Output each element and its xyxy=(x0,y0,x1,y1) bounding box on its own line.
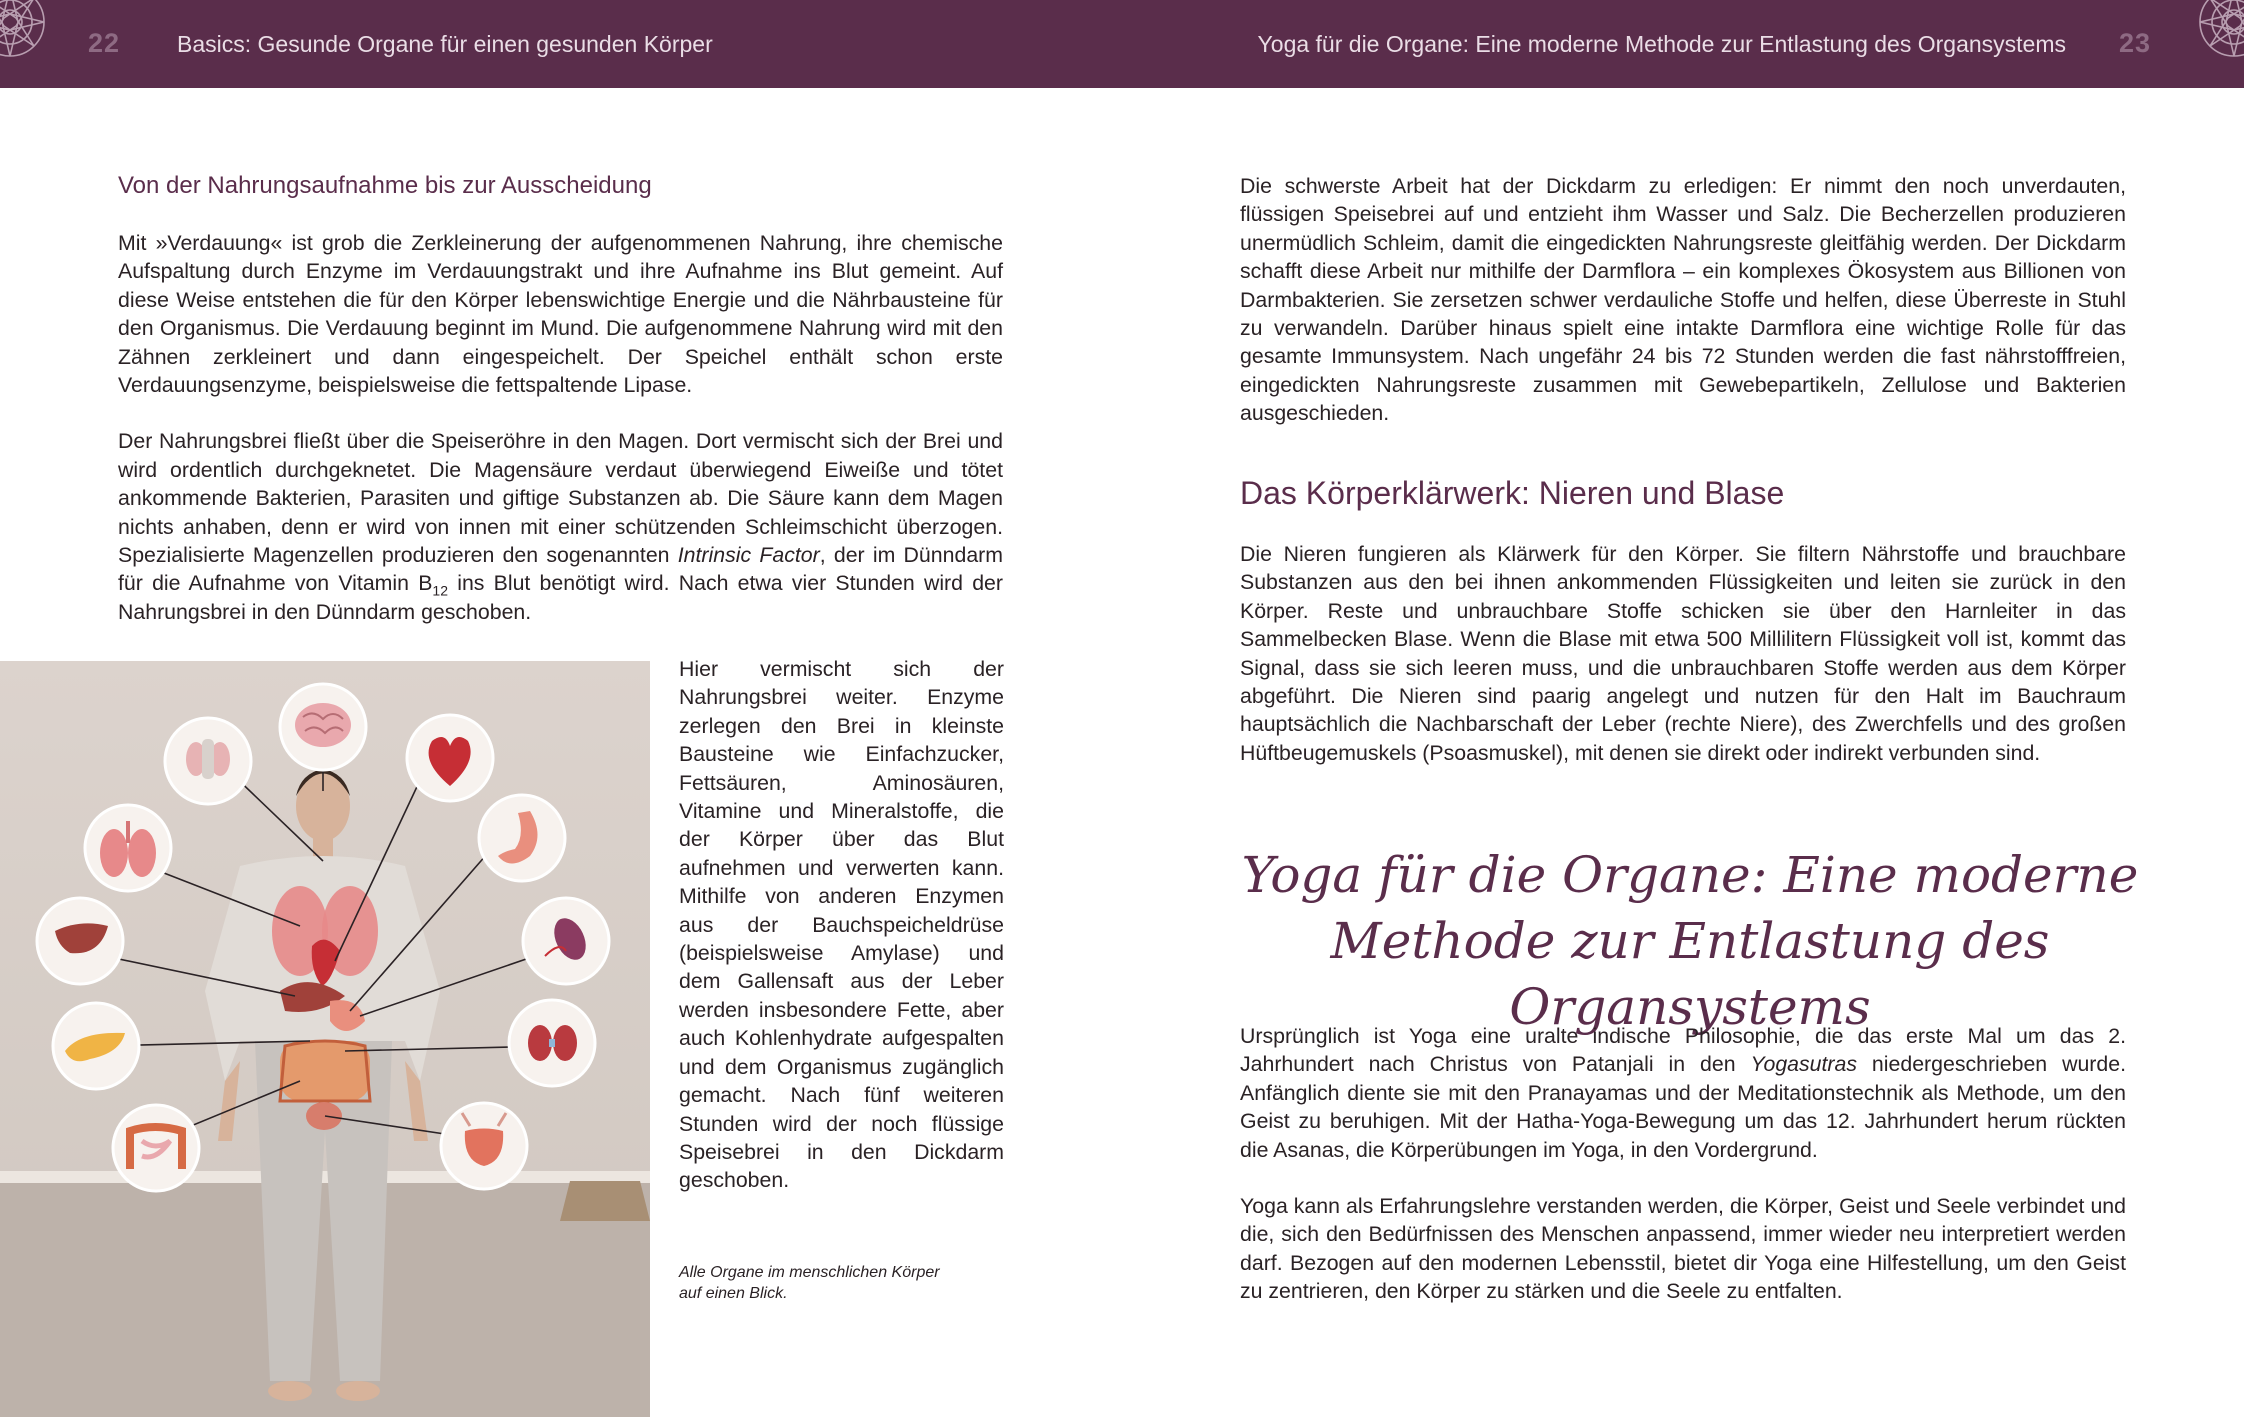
header-band xyxy=(0,0,2244,88)
right-running-title: Yoga für die Organe: Eine moderne Methode zur Entlastung des Organsystems xyxy=(1257,31,2066,57)
mandala-ornament-right xyxy=(2164,0,2244,88)
paragraph-dickdarm: Die schwerste Arbeit hat der Dickdarm zu erledigen: Er nimmt den noch unverdauten, flüssigen Speisebrei auf und entzieht ihm Wasser und Salz. Die Becherzellen produzieren unermüdlich Schleim, damit die eingedickten Nahrungsreste gleitfähig werden. Der Dickdarm schafft diese Arbeit nur mithilfe der Darmflora – ein komplexes Ökosystem aus Billionen von Darmbakterien. Sie zersetzen schwer verdauliche Stoffe und helfen, diese Überreste in Stuhl zu verwandeln. Darüber hinaus spielt eine intakte Darmflora eine wichtige Rolle für das gesamte Immunsystem. Nach ungefähr 24 bis 72 Stunden werden die fast nährstofffreien, eingedickten Nahrungsreste zusammen mit Gewebepartikeln, Zellulose und Bakterien ausgeschieden. xyxy=(1240,174,2126,426)
left-narrow-column xyxy=(679,655,1004,1223)
paragraph-nieren: Die Nieren fungieren als Klärwerk für den Körper. Sie filtern Nährstoffe und brauchbare Substanzen aus den bei ihnen ankommenden Flüssigkeiten und leiten sie zurück in den Körper. Reste und unbrauchbare Stoffe schicken sie über den Harnleiter in das Sammelbecken Blase. Wenn die Blase mit etwa 500 Millilitern Flüssigkeit voll ist, kommt das Signal, dass sie sich leeren muss, und die unbrauchbaren Stoffe werden aus dem Körper abgeführt. Die Nieren sind paarig angelegt und nutzen für den Halt im Bauchraum hauptsächlich die Nachbarschaft der Leber (rechte Niere), des Zwerchfells und des großen Hüftbeugemuskels (Psoasmuskel), mit denen sie direkt oder indirekt verbunden sind. xyxy=(1240,542,2126,765)
paragraph-verdauung: Mit »Verdauung« ist grob die Zerkleinerung der aufgenommenen Nahrung, ihre chemische Aufspaltung durch Enzyme im Verdauungstrakt und ihre Aufnahme ins Blut gemeint. Auf diese Weise entstehen die für den Körper lebenswichtige Energie und die Nährbausteine für den Organismus. Die Verdauung beginnt im Mund. Die aufgenommene Nahrung wird mit den Zähnen zerkleinert und dann eingespeichelt. Der Speichel enthält schon erste Verdauungsenzyme, beispielsweise die fettspaltende Lipase. xyxy=(118,231,1003,398)
right-text-column-top xyxy=(1240,172,2126,456)
figure-caption: Alle Organe im menschlichen Körper auf einen Blick. xyxy=(679,1264,940,1302)
liver-icon xyxy=(37,898,123,984)
bladder-icon xyxy=(441,1103,527,1189)
chapter-title: Yoga für die Organe: Eine moderne Methode zur Entlastung des Organsystems xyxy=(1241,846,2139,1036)
mandala-ornament-left xyxy=(0,0,80,88)
right-page-number: 23 xyxy=(2119,28,2152,58)
kidneys-icon xyxy=(509,1000,595,1086)
paragraph-yoga-ursprung: Ursprünglich ist Yoga eine uralte indische Philosophie, die das erste Mal um das 2. Jahrhundert nach Christus von Patanjali in den Yogasutras niedergeschrieben wurde. Anfänglich diente sie mit den Pranayamas und der Meditationstechnik als Methode, um den Geist zu beruhigen. Mit der Hatha-Yoga-Bewegung um das 12. Jahrhundert herum rückten die Asanas, die Körperübungen im Yoga, in den Vordergrund. xyxy=(1240,1024,2126,1162)
spleen-icon xyxy=(523,898,609,984)
lungs-icon xyxy=(85,805,171,891)
right-text-column-bottom xyxy=(1240,1022,2126,1334)
heart-icon xyxy=(407,715,493,801)
stomach-icon xyxy=(479,795,565,881)
paragraph-magen: Der Nahrungsbrei fließt über die Speiseröhre in den Magen. Dort vermischt sich der Brei und wird ordentlich durchgeknetet. Die Magensäure verdaut überwiegend Eiweiße und tötet ankommende Bakterien, Parasiten und giftige Substanzen ab. Die Säure kann dem Magen nichts anhaben, denn er wird von innen mit einer schützenden Schleimschicht überzogen. Spezialisierte Magenzellen produzieren den sogenannten Intrinsic Factor, der im Dünndarm für die Aufnahme von Vitamin $B_{12}$ ins Blut benötigt wird. Nach etwa vier Stunden wird der Nahrungsbrei in den Dünndarm geschoben. xyxy=(118,429,1003,624)
left-section-title: Von der Nahrungsaufnahme bis zur Ausscheidung xyxy=(118,172,652,199)
organ-body-photo xyxy=(0,661,650,1417)
left-running-title: Basics: Gesunde Organe für einen gesunden Körper xyxy=(177,31,713,57)
right-text-column-mid xyxy=(1240,540,2126,795)
thyroid-icon xyxy=(165,718,251,804)
paragraph-duenndarm: Hier vermischt sich der Nahrungsbrei weiter. Enzyme zerlegen den Brei in kleinste Bausteine wie Einfachzucker, Fettsäuren, Aminosäuren, Vitamine und Mineralstoffe, die der Körper über das Blut aufnehmen und verwerten kann. Mithilfe von anderen Enzymen aus der Bauchspeicheldrüse (beispielsweise Amylase) und dem Gallensaft aus der Leber werden insbesondere Fette, aber auch Kohlenhydrate aufgespalten und dem Organismus zugänglich gemacht. Nach fünf weiteren Stunden wird der noch flüssige Speisebrei in den Dickdarm geschoben. xyxy=(679,657,1004,1193)
left-page-number: 22 xyxy=(88,28,121,58)
left-text-column xyxy=(118,229,1003,654)
intestine-icon xyxy=(113,1105,199,1191)
paragraph-yoga-erfahrung: Yoga kann als Erfahrungslehre verstanden werden, die Körper, Geist und Seele verbindet und die, sich den Bedürfnissen des Menschen anpassend, immer wieder neu interpretiert werden darf. Bezogen auf den modernen Lebensstil, bietet dir Yoga eine Hilfestellung, um den Geist zu zentrieren, den Körper zu stärken und die Seele zu entfalten. xyxy=(1240,1194,2126,1304)
pancreas-icon xyxy=(53,1003,139,1089)
right-section-title: Das Körperklärwerk: Nieren und Blase xyxy=(1240,475,1785,511)
brain-icon xyxy=(280,684,366,770)
